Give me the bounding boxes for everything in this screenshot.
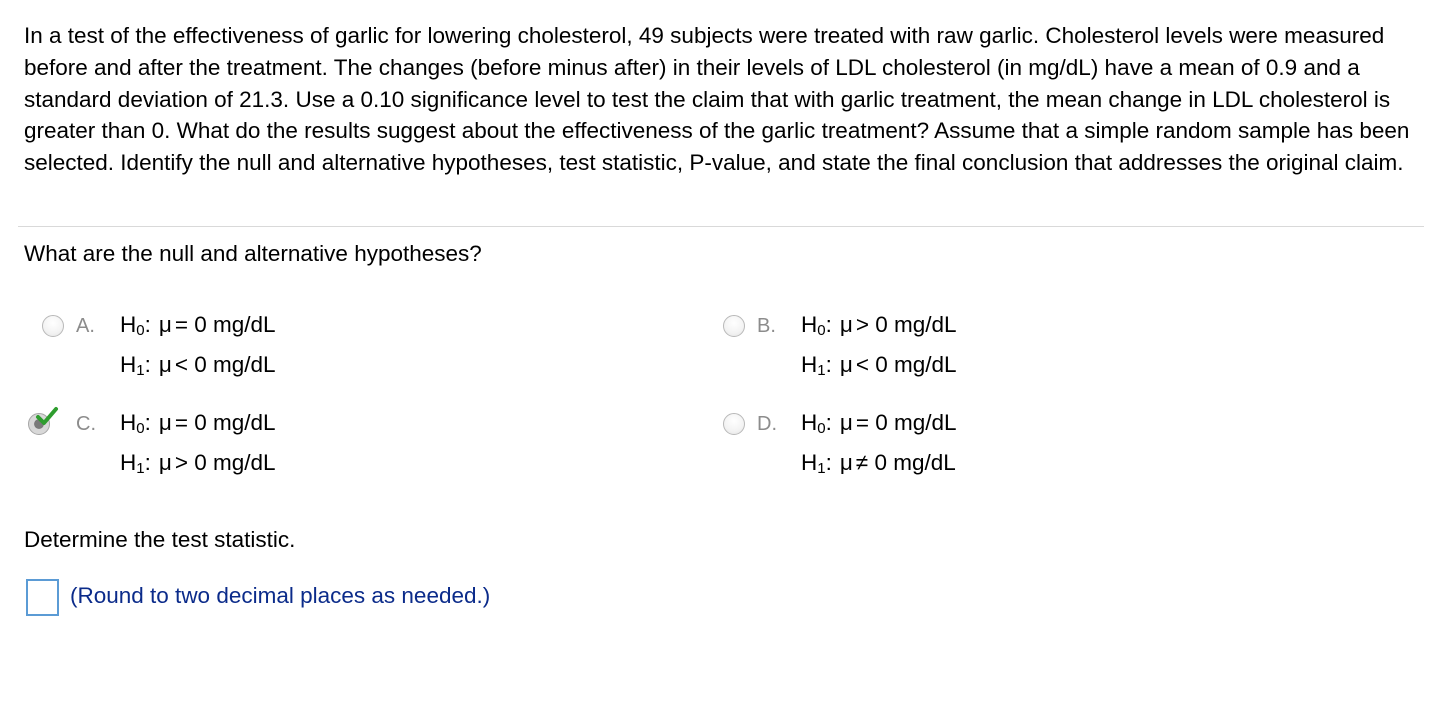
option-d-radio[interactable] bbox=[723, 413, 745, 435]
option-b[interactable] bbox=[723, 314, 1023, 378]
option-c-letter: C. bbox=[76, 413, 96, 435]
option-b-alt-hypothesis: $H_1$: μ < 0 mg/dL bbox=[801, 352, 957, 379]
test-statistic-question: Determine the test statistic. bbox=[24, 527, 296, 552]
problem-statement: In a test of the effectiveness of garlic for lowering cholesterol, 49 subjects were treated with raw garlic. Cholesterol levels were measured before and after the treatment. The changes (before minus after) in their levels of LDL cholesterol (in mg/dL) have a mean of 0.9 and a standard deviation of 21.3. Use a 0.10 significance level to test the claim that with garlic treatment, the mean change in LDL cholesterol is greater than 0. What do the results suggest about the effectiveness of the garlic treatment? Assume that a simple random sample has been selected. Identify the null and alternative hypotheses, test statistic, P-value, and state the final conclusion that addresses the original claim. bbox=[24, 23, 1410, 176]
option-d-alt-hypothesis: $H_1$: μ ≠ 0 mg/dL bbox=[801, 450, 956, 477]
option-a[interactable] bbox=[42, 314, 342, 378]
option-c-alt-hypothesis: $H_1$: μ > 0 mg/dL bbox=[120, 450, 276, 477]
option-d-letter: D. bbox=[757, 413, 777, 435]
test-statistic-input[interactable] bbox=[26, 579, 59, 616]
option-d[interactable] bbox=[723, 412, 1023, 476]
option-b-letter: B. bbox=[757, 315, 776, 337]
option-a-radio[interactable] bbox=[42, 315, 64, 337]
option-d-null-hypothesis: $H_0$: μ = 0 mg/dL bbox=[801, 410, 957, 437]
rounding-hint: (Round to two decimal places as needed.) bbox=[70, 583, 491, 608]
option-c[interactable] bbox=[28, 412, 328, 476]
divider bbox=[18, 226, 1424, 227]
option-c-null-hypothesis: $H_0$: μ = 0 mg/dL bbox=[120, 410, 276, 437]
hypotheses-question: What are the null and alternative hypotheses? bbox=[24, 241, 482, 266]
checkmark-icon bbox=[36, 406, 58, 428]
option-a-alt-hypothesis: $H_1$: μ < 0 mg/dL bbox=[120, 352, 276, 379]
option-b-radio[interactable] bbox=[723, 315, 745, 337]
option-a-letter: A. bbox=[76, 315, 95, 337]
option-b-null-hypothesis: $H_0$: μ > 0 mg/dL bbox=[801, 312, 957, 339]
option-a-null-hypothesis: $H_0$: μ = 0 mg/dL bbox=[120, 312, 276, 339]
